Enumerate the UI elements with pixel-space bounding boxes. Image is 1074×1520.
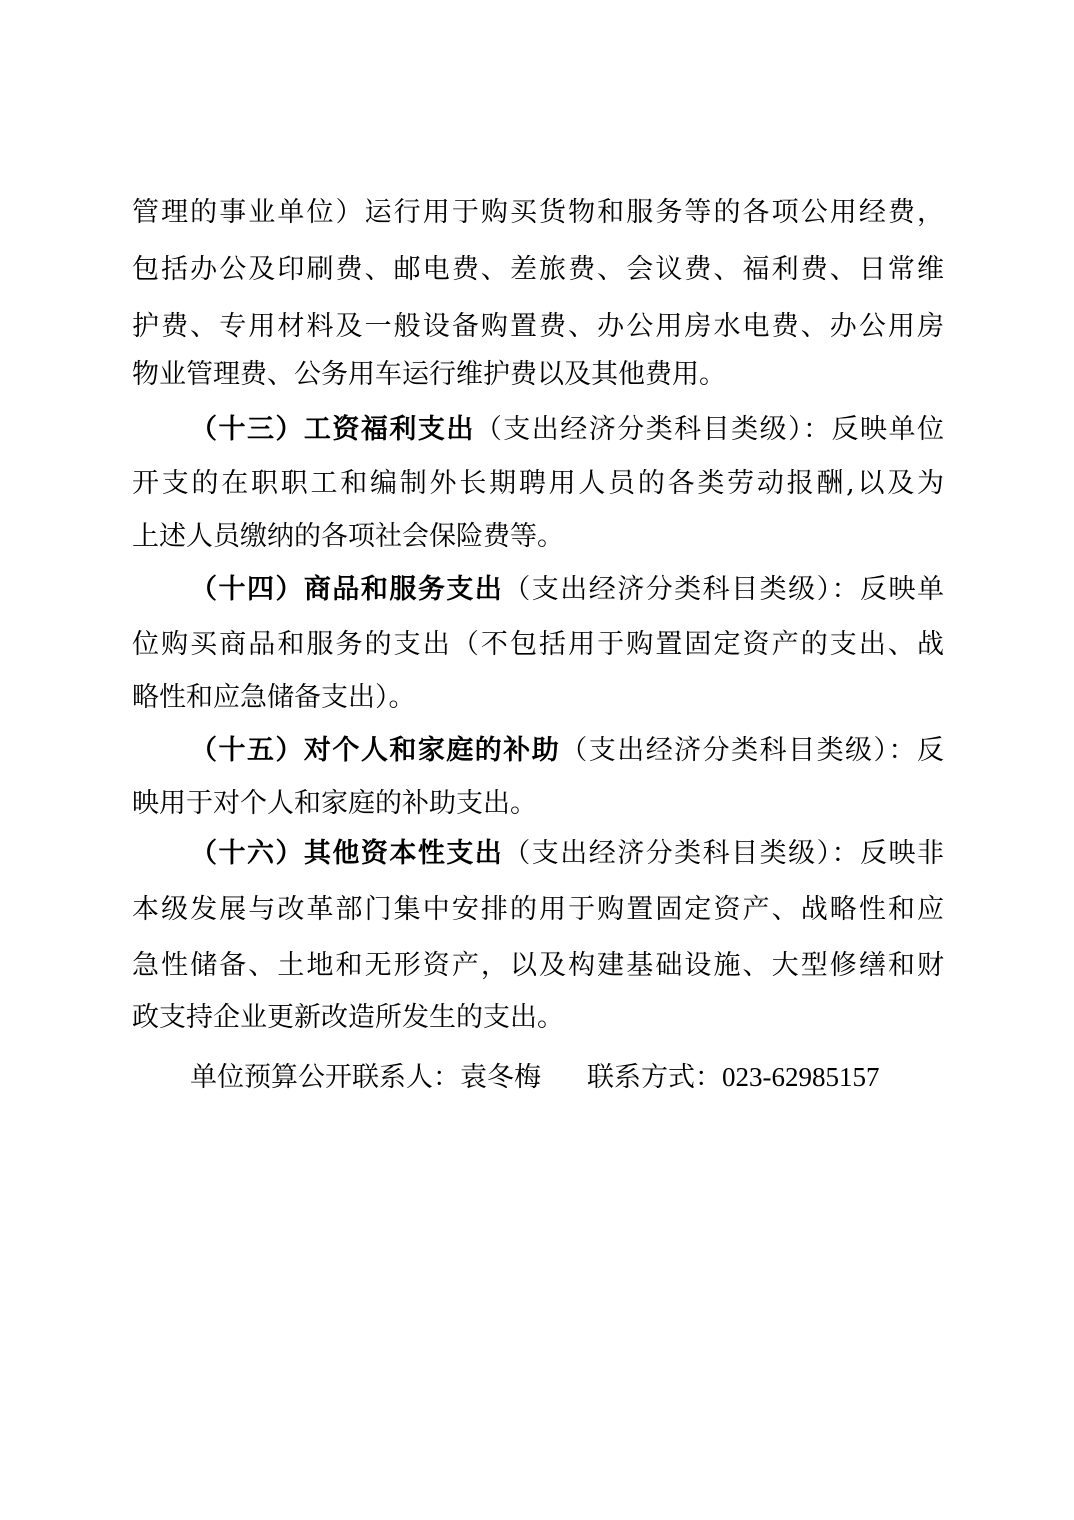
section-13-first-line (190, 410, 944, 450)
paragraph-text: （支出经济分类科目类级）：反映非 (503, 838, 945, 869)
section-heading: （十五）对个人和家庭的补助 (190, 735, 561, 766)
section-heading: （十三）工资福利支出 (190, 414, 475, 445)
paragraph-text: （支出经济分类科目类级）：反映单位 (474, 414, 945, 445)
paragraph-line: 护费、专用材料及一般设备购置费、办公用房水电费、办公用房 (132, 311, 944, 342)
section-heading: （十四）商品和服务支出 (190, 574, 504, 605)
paragraph-text: （支出经济分类科目类级）：反 (560, 735, 944, 766)
paragraph-line: 本级发展与改革部门集中安排的用于购置固定资产、战略性和应 (132, 894, 944, 925)
paragraph-line: 上述人员缴纳的各项社会保险费等。 (132, 521, 564, 552)
contact-line (190, 1057, 880, 1097)
paragraph-line: 开支的在职职工和编制外长期聘用人员的各类劳动报酬,以及为 (132, 468, 944, 499)
section-15-first-line (190, 731, 944, 771)
contact-person-label: 单位预算公开联系人： (190, 1062, 460, 1093)
paragraph-line: 位购买商品和服务的支出（不包括用于购置固定资产的支出、战 (132, 629, 944, 660)
section-14-first-line (190, 570, 944, 610)
paragraph-text: （支出经济分类科目类级）：反映单 (503, 574, 945, 605)
paragraph-line: 映用于对个人和家庭的补助支出。 (132, 788, 537, 819)
paragraph-line: 物业管理费、公务用车运行维护费以及其他费用。 (132, 359, 726, 390)
contact-person: 袁冬梅 (460, 1062, 541, 1093)
paragraph-line: 管理的事业单位）运行用于购买货物和服务等的各项公用经费， (132, 197, 944, 228)
paragraph-line: 略性和应急储备支出）。 (132, 682, 416, 713)
contact-phone: 023-62985157 (722, 1062, 880, 1092)
paragraph-line: 急性储备、土地和无形资产，以及构建基础设施、大型修缮和财 (132, 950, 944, 981)
paragraph-line: 包括办公及印刷费、邮电费、差旅费、会议费、福利费、日常维 (132, 254, 944, 285)
section-heading: （十六）其他资本性支出 (190, 838, 504, 869)
contact-phone-label: 联系方式： (587, 1062, 722, 1093)
section-16-first-line (190, 834, 944, 874)
paragraph-line: 政支持企业更新改造所发生的支出。 (132, 1002, 564, 1033)
